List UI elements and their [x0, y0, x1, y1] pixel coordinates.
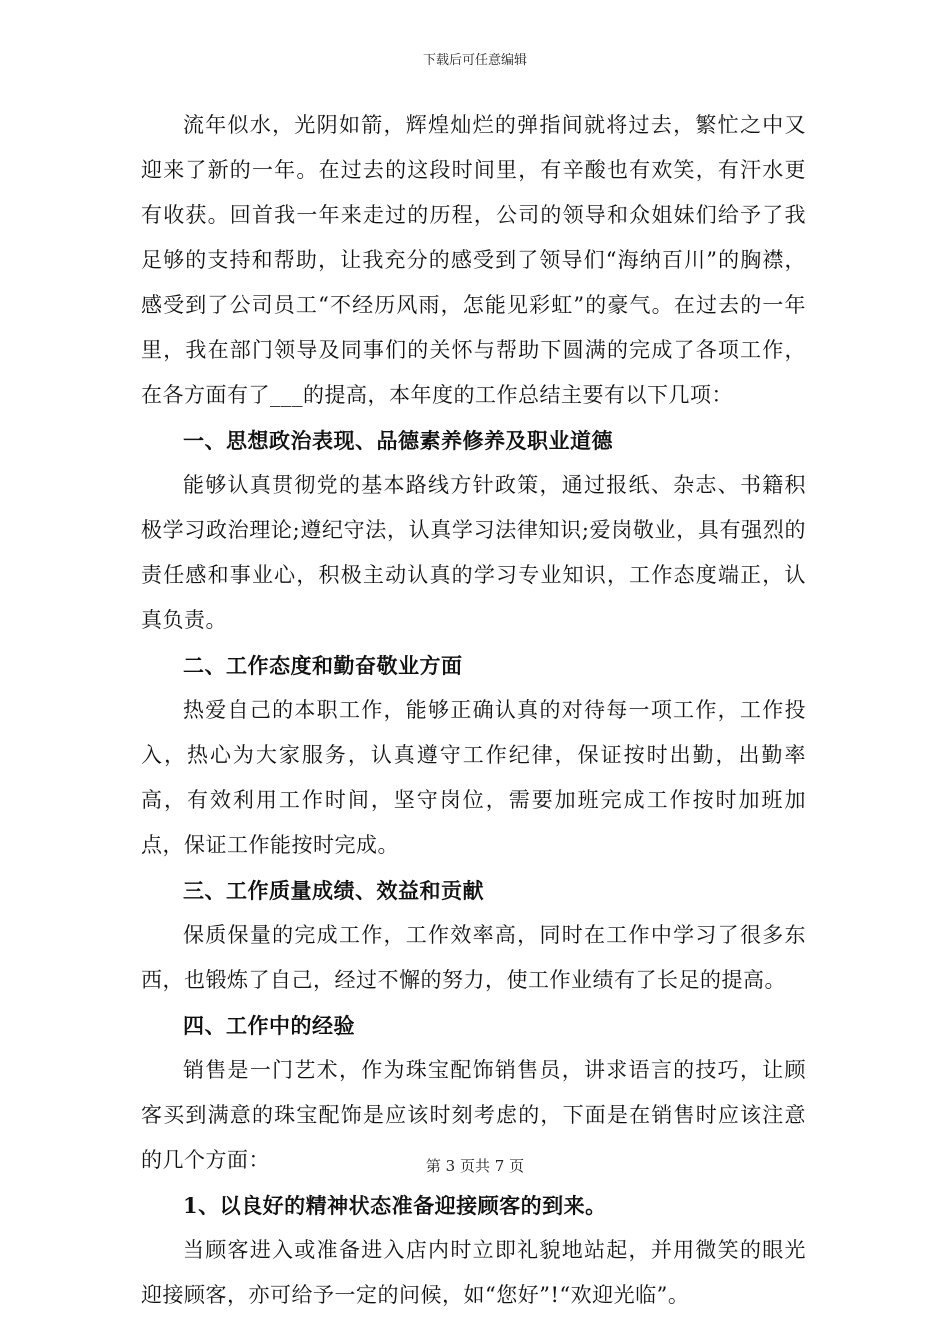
sub-paragraph-1: 当顾客进入或准备进入店内时立即礼貌地站起，并用微笑的眼光迎接顾客，亦可给予一定的问候，如“您好”!“欢迎光临”。: [141, 1238, 806, 1307]
section-paragraph-2: 热爱自己的本职工作，能够正确认真的对待每一项工作，工作投入，热心为大家服务，认真遵守工作纪律，保证按时出勤，出勤率高，有效利用工作时间，坚守岗位，需要加班完成工作按时加班加点，保证工作能按时完成。: [141, 698, 806, 857]
section-paragraph-1: 能够认真贯彻党的基本路线方针政策，通过报纸、杂志、书籍积极学习政治理论;遵纪守法，认真学习法律知识;爱岗敬业，具有强烈的责任感和事业心，积极主动认真的学习专业知识，工作态度端正，认真负责。: [141, 473, 806, 632]
section-paragraph-4: 销售是一门艺术，作为珠宝配饰销售员，讲求语言的技巧，让顾客买到满意的珠宝配饰是应该时刻考虑的，下面是在销售时应该注意的几个方面：: [141, 1058, 806, 1172]
document-body: [141, 103, 806, 1318]
section-heading-4: 四、工作中的经验: [183, 1013, 355, 1038]
section-heading-1: 一、思想政治表现、品德素养修养及职业道德: [183, 428, 613, 453]
header-note: 下载后可任意编辑: [422, 53, 527, 68]
section-paragraph-3: 保质保量的完成工作，工作效率高，同时在工作中学习了很多东西，也锻炼了自己，经过不懈的努力，使工作业绩有了长足的提高。: [141, 923, 806, 992]
sub-heading-1: 1、以良好的精神状态准备迎接顾客的到来。: [183, 1193, 607, 1218]
page-number: 第 3 页共 7 页: [425, 1157, 525, 1175]
section-heading-2: 二、工作态度和勤奋敬业方面: [183, 653, 463, 678]
intro-paragraph: 流年似水，光阴如箭，辉煌灿烂的弹指间就将过去，繁忙之中又迎来了新的一年。在过去的这段时间里，有辛酸也有欢笑，有汗水更有收获。回首我一年来走过的历程，公司的领导和众姐妹们给予了我足够的支持和帮助，让我充分的感受到了领导们“海纳百川”的胸襟，感受到了公司员工“不经历风雨，怎能见彩虹”的豪气。在过去的一年里，我在部门领导及同事们的关怀与帮助下圆满的完成了各项工作，在各方面有了___的提高，本年度的工作总结主要有以下几项：: [141, 113, 806, 407]
section-heading-3: 三、工作质量成绩、效益和贡献: [183, 878, 484, 903]
